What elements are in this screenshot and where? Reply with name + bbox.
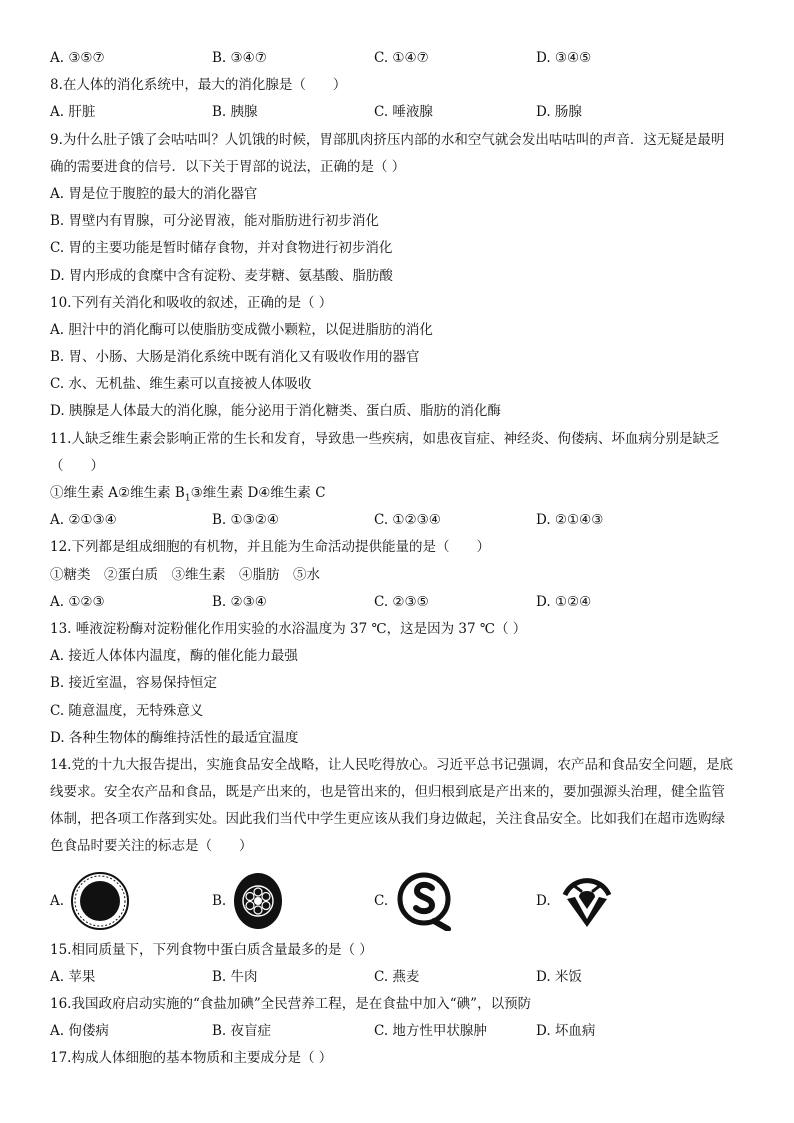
q14-stem-line-2: 线要求。安全农产品和食品，既是产出来的，也是管出来的，但归根到底是产出来的，要加强源头治理，健全监管 — [50, 784, 725, 801]
q16-option-c[interactable]: C. 地方性甲状腺肿 — [374, 1023, 487, 1040]
qs-logo-icon — [394, 871, 454, 931]
q12-option-d[interactable]: D. ①②④ — [536, 593, 592, 610]
q16-stem: 16.我国政府启动实施的“食盐加碘”全民营养工程，是在食盐中加入“碘”，以预防 — [50, 996, 532, 1012]
q11-option-b[interactable]: B. ①③②④ — [212, 512, 279, 529]
q17-stem: 17.构成人体细胞的基本物质和主要成分是（ ） — [50, 1050, 333, 1067]
q10-option-d[interactable]: D. 胰腺是人体最大的消化腺，能分泌用于消化糖类、蛋白质、脂肪的消化酶 — [50, 403, 501, 420]
q15-option-c[interactable]: C. 燕麦 — [374, 968, 420, 985]
q11-items-part-2: ③维生素 D④维生素 C — [190, 485, 326, 501]
q16-option-a[interactable]: A. 佝偻病 — [50, 1023, 109, 1040]
circle-seal-icon — [70, 871, 130, 931]
q7-option-c[interactable]: C. ①④⑦ — [374, 50, 429, 66]
q14-stem-line-4: 色食品时要关注的标志是（ ） — [50, 838, 253, 855]
q14-option-d-label: D. — [536, 892, 551, 909]
q16-option-b[interactable]: B. 夜盲症 — [212, 1023, 272, 1040]
q10-option-b[interactable]: B. 胃、小肠、大肠是消化系统中既有消化又有吸收作用的器官 — [50, 349, 420, 366]
q11-stem-line-1: 11.人缺乏维生素会影响正常的生长和发育，导致患一些疾病，如患夜盲症、神经炎、佝偻病、坏血病分别是缺乏 — [50, 430, 720, 447]
q12-option-b[interactable]: B. ②③④ — [212, 593, 267, 610]
q9-option-d[interactable]: D. 胃内形成的食糜中含有淀粉、麦芽糖、氨基酸、脂肪酸 — [50, 267, 393, 284]
q7-option-a[interactable]: A. ③⑤⑦ — [50, 50, 105, 66]
q9-stem-line-2: 确的需要进食的信号．以下关于胃部的说法，正确的是（ ） — [50, 158, 406, 175]
q10-option-c[interactable]: C. 水、无机盐、维生素可以直接被人体吸收 — [50, 376, 312, 393]
q9-option-c[interactable]: C. 胃的主要功能是暂时储存食物，并对食物进行初步消化 — [50, 240, 393, 257]
q15-stem: 15.相同质量下，下列食物中蛋白质含量最多的是（ ） — [50, 941, 373, 958]
q9-stem-line-1: 9.为什么肚子饿了会咕咕叫？人饥饿的时候，胃部肌肉挤压内部的水和空气就会发出咕咕叫的声音．这无疑是最明 — [50, 131, 725, 148]
q11-items-subscript: 1 — [184, 493, 191, 504]
q8-option-c[interactable]: C. 唾液腺 — [374, 104, 433, 121]
q12-option-a[interactable]: A. ①②③ — [50, 593, 105, 610]
q11-option-a[interactable]: A. ②①③④ — [50, 512, 117, 529]
q15-option-a[interactable]: A. 苹果 — [50, 968, 96, 985]
q13-option-c[interactable]: C. 随意温度，无特殊意义 — [50, 702, 204, 719]
q14-option-d[interactable] — [536, 871, 698, 931]
q14-option-c-label: C. — [374, 892, 389, 909]
q12-stem: 12.下列都是组成细胞的有机物，并且能为生命活动提供能量的是（ ） — [50, 539, 490, 556]
q14-option-b-label: B. — [212, 892, 227, 909]
q11-option-c[interactable]: C. ①②③④ — [374, 512, 441, 529]
q12-items: ①糖类 ②蛋白质 ③维生素 ④脂肪 ⑤水 — [50, 566, 320, 583]
q12-option-c[interactable]: C. ②③⑤ — [374, 593, 429, 610]
q7-options — [50, 45, 750, 72]
q14-stem-line-1: 14.党的十九大报告提出，实施食品安全战略，让人民吃得放心。习近平总书记强调，农产品和食品安全问题，是底 — [50, 756, 733, 773]
q15-options — [50, 964, 750, 991]
q9-option-a[interactable]: A. 胃是位于腹腔的最大的消化器官 — [50, 185, 258, 202]
q8-options — [50, 99, 750, 126]
q11-stem-line-2: （ ） — [50, 457, 104, 474]
q14-option-b[interactable] — [212, 871, 374, 931]
q8-option-d[interactable]: D. 肠腺 — [536, 104, 582, 121]
q10-stem: 10.下列有关消化和吸收的叙述，正确的是（ ） — [50, 294, 333, 311]
q14-logo-options — [50, 869, 750, 933]
q14-option-c[interactable] — [374, 871, 536, 931]
q11-option-d[interactable]: D. ②①④③ — [536, 512, 604, 529]
leaf-shield-logo-icon — [557, 871, 617, 931]
q9-option-b[interactable]: B. 胃壁内有胃腺，可分泌胃液，能对脂肪进行初步消化 — [50, 213, 380, 230]
q13-stem: 13. 唾液淀粉酶对淀粉催化作用实验的水浴温度为 37 ℃，这是因为 37 ℃（ ） — [50, 620, 527, 637]
q8-stem: 8.在人体的消化系统中，最大的消化腺是（ ） — [50, 77, 347, 94]
q15-option-d[interactable]: D. 米饭 — [536, 968, 582, 985]
q13-option-d[interactable]: D. 各种生物体的酶维持活性的最适宜温度 — [50, 729, 299, 746]
q16-options — [50, 1018, 750, 1045]
q11-items — [50, 480, 750, 507]
q8-option-a[interactable]: A. 肝脏 — [50, 104, 96, 121]
q13-option-a[interactable]: A. 接近人体体内温度，酶的催化能力最强 — [50, 648, 298, 665]
q7-option-b[interactable]: B. ③④⑦ — [212, 50, 267, 66]
q13-option-b[interactable]: B. 接近室温，容易保持恒定 — [50, 675, 218, 692]
q10-option-a[interactable]: A. 胆汁中的消化酶可以使脂肪变成微小颗粒，以促进脂肪的消化 — [50, 321, 433, 338]
q16-option-d[interactable]: D. 坏血病 — [536, 1023, 596, 1040]
exam-page — [50, 45, 750, 1073]
q8-option-b[interactable]: B. 胰腺 — [212, 104, 258, 121]
q11-options — [50, 507, 750, 534]
q14-option-a[interactable] — [50, 871, 212, 931]
q14-stem-line-3: 体制，把各项工作落到实处。因此我们当代中学生更应该从我们身边做起，关注食品安全。比如我们在超市选购绿 — [50, 811, 725, 828]
q14-option-a-label: A. — [50, 892, 65, 909]
flower-seal-icon — [232, 871, 284, 931]
q11-items-part-1: ①维生素 A②维生素 B — [50, 485, 185, 501]
q12-options — [50, 589, 750, 616]
q7-option-d[interactable]: D. ③④⑤ — [536, 50, 592, 66]
q15-option-b[interactable]: B. 牛肉 — [212, 968, 258, 985]
